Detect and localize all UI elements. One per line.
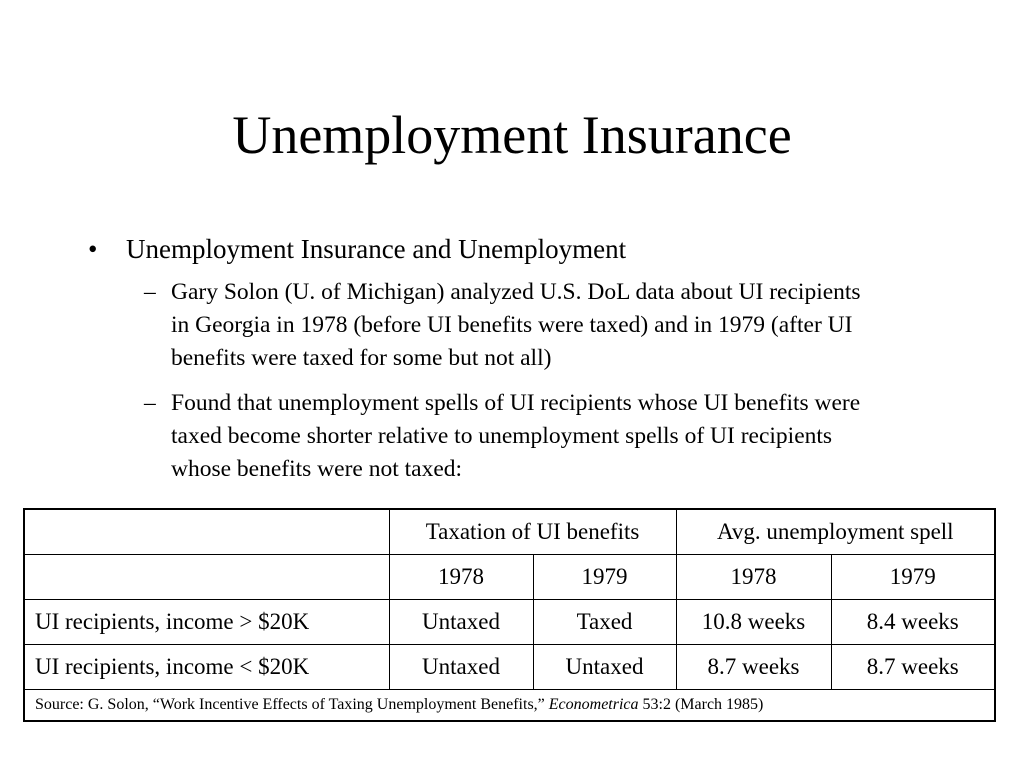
sub-bullet-text: Found that unemployment spells of UI recipients whose UI benefits were taxed become shorter relative to unemployment spells of UI recipients whose benefits were not taxed: (171, 390, 861, 482)
table-cell: 8.4 weeks (831, 600, 995, 645)
slide-title: Unemployment Insurance (232, 105, 792, 165)
sub-bullet-text: Gary Solon (U. of Michigan) analyzed U.S. DoL data about UI recipients in Georgia in 1978 (before UI benefits were taxed) and in 1979 (after UI benefits were taxed for some but not all) (171, 279, 861, 371)
table-cell: 8.7 weeks (676, 645, 831, 690)
bullet-text: Unemployment Insurance and Unemployment (126, 234, 627, 264)
table-empty-cell (24, 555, 389, 600)
table-corner-cell (24, 509, 389, 555)
group-header-spell: Avg. unemployment spell (676, 509, 995, 555)
table-cell: Taxed (533, 600, 676, 645)
row-label: UI recipients, income < $20K (24, 645, 389, 690)
bullet-marker: • (88, 234, 98, 264)
bullet-list (88, 232, 948, 498)
sub-bullet-item (126, 276, 861, 375)
table-cell: 8.7 weeks (831, 645, 995, 690)
table-cell: Untaxed (389, 645, 533, 690)
table-row (24, 600, 995, 645)
year-cell: 1979 (533, 555, 676, 600)
source-suffix: 53:2 (March 1985) (638, 696, 764, 713)
year-cell: 1979 (831, 555, 995, 600)
sub-bullet-marker: – (144, 390, 156, 416)
table-header-row (24, 509, 995, 555)
table-cell: 10.8 weeks (676, 600, 831, 645)
source-journal: Econometrica (548, 696, 639, 713)
table-row (24, 645, 995, 690)
table-cell: Untaxed (389, 600, 533, 645)
year-cell: 1978 (389, 555, 533, 600)
sub-bullet-marker: – (144, 279, 156, 305)
year-cell: 1978 (676, 555, 831, 600)
data-table (23, 508, 996, 722)
bullet-item (88, 232, 948, 266)
sub-bullet-item (126, 387, 861, 486)
table-source-row (24, 690, 995, 722)
table-year-row (24, 555, 995, 600)
row-label: UI recipients, income > $20K (24, 600, 389, 645)
source-note (24, 690, 995, 722)
group-header-taxation: Taxation of UI benefits (389, 509, 676, 555)
table-cell: Untaxed (533, 645, 676, 690)
source-prefix: Source: G. Solon, “Work Incentive Effects of Taxing Unemployment Benefits,” (35, 696, 549, 713)
